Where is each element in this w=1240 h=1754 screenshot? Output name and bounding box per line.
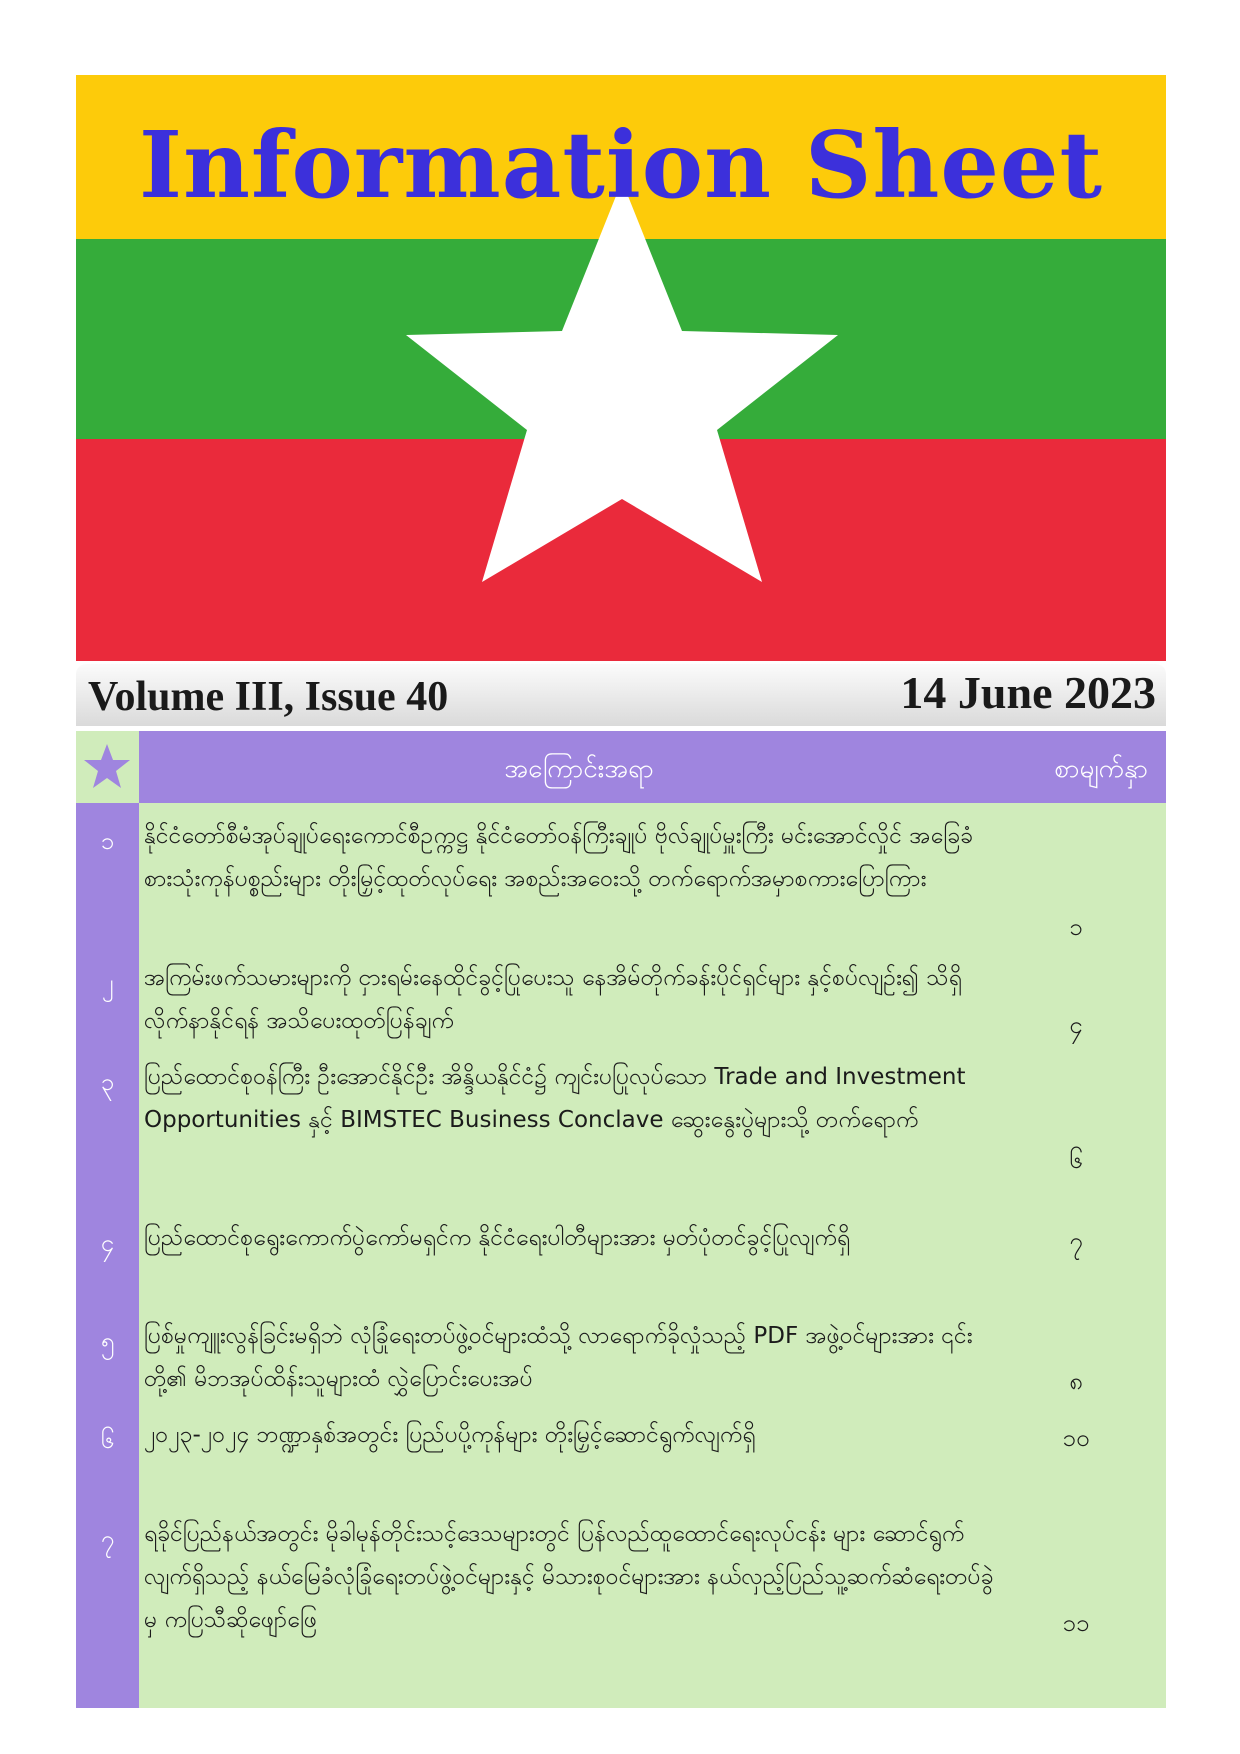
- toc-row-number: ၅: [100, 1327, 115, 1355]
- toc-row-number: ၄: [100, 1229, 115, 1257]
- toc-row-number: ၇: [100, 1525, 115, 1553]
- toc-header: [76, 731, 1166, 803]
- toc-row-number: ၆: [100, 1426, 115, 1454]
- toc-row-title: အကြမ်းဖက်သမားများကို ငှားရမ်းနေထိုင်ခွင့်ပြုပေးသူ နေအိမ်တိုက်ခန်းပိုင်ရှင်များ နှင့်စပ်လျဉ်း၍ သိရှိလိုက်နာနိုင်ရန် အသိပေးထုတ်ပြန်ချက်: [144, 965, 962, 1034]
- issue-bar: [76, 664, 1166, 726]
- toc-row-page: ၈: [1069, 1367, 1083, 1395]
- toc-row-page: ၁: [1069, 913, 1083, 941]
- toc-row-title: ပြစ်မှုကျူးလွန်ခြင်းမရှိဘဲ လုံခြုံရေးတပ်ဖွဲ့ဝင်များထံသို့ လာရောက်ခိုလှုံသည့် PDF အဖွဲ့ဝင်များအား ၎င်းတို့၏ မိဘအုပ်ထိန်းသူများထံ လွှဲပြောင်းပေးအပ်: [144, 1323, 973, 1392]
- star-icon: [82, 742, 132, 792]
- toc-row-page: ၆: [1069, 1146, 1083, 1174]
- toc-row-number: ၂: [101, 969, 114, 997]
- toc-row-title: ရခိုင်ပြည်နယ်အတွင်း မိုခါမုန်တိုင်းသင့်ဒေသများတွင် ပြန်လည်ထူထောင်ရေးလုပ်ငန်း များ ဆောင်ရွက်လျက်ရှိသည့် နယ်မြေခံလုံခြုံရေးတပ်ဖွဲ့ဝင်များနှင့် မိသားစုဝင်များအား နယ်လှည့်ပြည်သူ့ဆက်ဆံရေးတပ်ခွဲမှ ကပြသီဆိုဖျော်ဖြေ: [144, 1521, 994, 1633]
- issue-date: 14 June 2023: [900, 667, 1156, 718]
- flag-banner: [76, 75, 1166, 661]
- toc-header-page: စာမျက်နှာ: [1054, 754, 1148, 784]
- toc-header-star-cell: [76, 731, 139, 803]
- banner-title: Information Sheet: [139, 111, 1103, 219]
- toc-row-title: ပြည်ထောင်စုရွေးကောက်ပွဲကော်မရှင်က နိုင်ငံရေးပါတီများအား မှတ်ပုံတင်ခွင့်ပြုလျက်ရှိ: [144, 1225, 851, 1251]
- toc-row-page: ၁၀: [1062, 1424, 1090, 1452]
- toc-row-page: ၇: [1069, 1227, 1083, 1255]
- table-of-contents: [76, 731, 1166, 1708]
- toc-header-title: အကြောင်းအရာ: [504, 754, 654, 784]
- toc-row-number: ၁: [100, 827, 115, 855]
- toc-row-page: ၄: [1069, 1011, 1083, 1039]
- toc-row-page: ၁၁: [1062, 1609, 1090, 1637]
- toc-row-number: ၃: [100, 1068, 115, 1096]
- toc-row-title: ပြည်ထောင်စုဝန်ကြီး ဦးအောင်နိုင်ဦး အိန္ဒိယနိုင်ငံ၌ ကျင်းပပြုလုပ်သော Trade and Investment Opportunities နှင့် BIMSTEC Business Conclave ဆွေးနွေးပွဲများသို့ တက်ရောက်: [144, 1064, 966, 1133]
- toc-row-title: နိုင်ငံတော်စီမံအုပ်ချုပ်ရေးကောင်စီဥက္ကဋ္ဌ နိုင်ငံတော်ဝန်ကြီးချုပ် ဗိုလ်ချုပ်မှူးကြီး မင်းအောင်လှိုင် အခြေခံစားသုံးကုန်ပစ္စည်းများ တိုးမြှင့်ထုတ်လုပ်ရေး အစည်းအဝေးသို့ တက်ရောက်အမှာစကားပြောကြား: [144, 823, 974, 892]
- volume-issue: Volume III, Issue 40: [88, 674, 449, 720]
- toc-row-title: ၂၀၂၃-၂၀၂၄ ဘဏ္ဍာနှစ်အတွင်း ပြည်ပပို့ကုန်များ တိုးမြှင့်ဆောင်ရွက်လျက်ရှိ: [144, 1422, 756, 1448]
